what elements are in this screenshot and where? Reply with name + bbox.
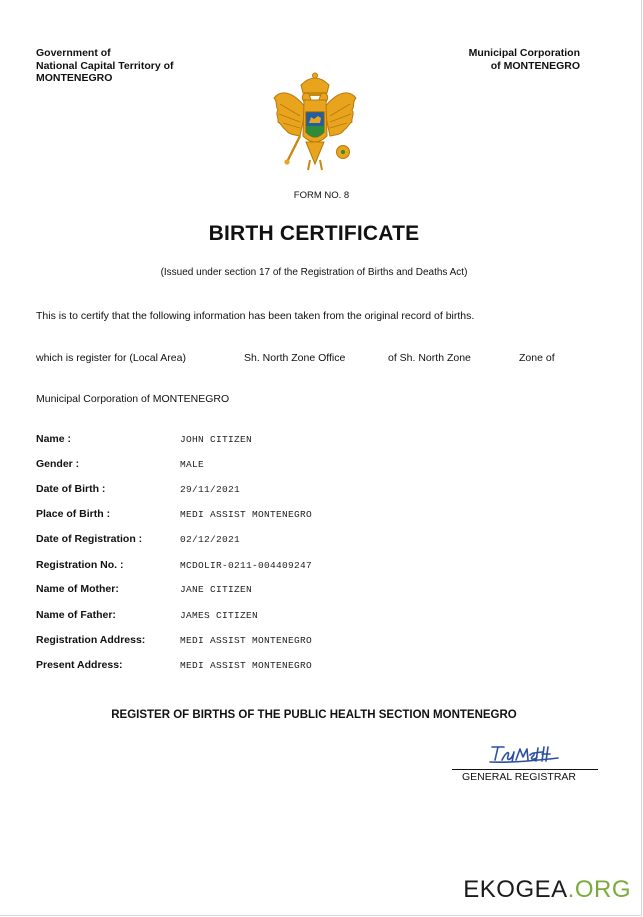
coat-of-arms-icon	[270, 72, 360, 177]
field-value: JAMES CITIZEN	[180, 610, 259, 621]
field-value: JOHN CITIZEN	[180, 434, 253, 445]
field-label: Date of Birth :	[36, 483, 106, 495]
field-label: Registration No. :	[36, 559, 124, 571]
field-value: JANE CITIZEN	[180, 584, 253, 595]
field-label: Date of Registration :	[36, 533, 143, 545]
issuer-municipal-line-2: of MONTENEGRO	[490, 59, 580, 72]
field-value: MEDI ASSIST MONTENEGRO	[180, 660, 313, 671]
register-footer-title: REGISTER OF BIRTHS OF THE PUBLIC HEALTH SECTION MONTENEGRO	[111, 709, 517, 721]
issuer-government-line-3: MONTENEGRO	[36, 72, 113, 84]
document-subtitle: (Issued under section 17 of the Registration of Births and Deaths Act)	[160, 267, 468, 278]
register-zone-suffix: Zone of	[519, 352, 555, 364]
field-label: Name of Father:	[36, 609, 116, 621]
issuer-government	[36, 47, 174, 85]
field-value: MEDI ASSIST MONTENEGRO	[180, 509, 313, 520]
issuer-municipal	[469, 47, 580, 72]
watermark-part-1: EKOGEA	[463, 876, 568, 903]
document-title: BIRTH CERTIFICATE	[208, 222, 420, 245]
watermark	[463, 876, 631, 904]
field-label: Present Address:	[36, 659, 123, 671]
issuer-municipal-line-1: Municipal Corporation	[468, 47, 580, 59]
field-label: Registration Address:	[36, 634, 146, 646]
register-zone: of Sh. North Zone	[388, 352, 471, 364]
form-number: FORM NO. 8	[293, 190, 350, 201]
field-value: MALE	[180, 459, 205, 470]
watermark-part-2: .ORG	[567, 876, 631, 903]
certification-statement: This is to certify that the following information has been taken from the original record of births.	[36, 310, 475, 322]
field-label: Gender :	[36, 458, 80, 470]
field-value: MEDI ASSIST MONTENEGRO	[180, 635, 313, 646]
register-local-area-label: which is register for (Local Area)	[36, 352, 186, 364]
registrar-signature	[488, 742, 560, 766]
register-office: Sh. North Zone Office	[244, 352, 346, 364]
signature-line	[452, 769, 598, 770]
signature-title: GENERAL REGISTRAR	[462, 771, 576, 783]
field-value: MCDOLIR-0211-004409247	[180, 560, 313, 571]
municipal-corporation-line: Municipal Corporation of MONTENEGRO	[36, 393, 230, 405]
field-value: 29/11/2021	[180, 484, 241, 495]
field-label: Place of Birth :	[36, 508, 111, 520]
field-value: 02/12/2021	[180, 534, 241, 545]
issuer-government-line-2: National Capital Territory of	[36, 59, 174, 72]
field-label: Name of Mother:	[36, 583, 119, 595]
field-label: Name :	[36, 433, 72, 445]
issuer-government-line-1: Government of	[36, 47, 111, 59]
